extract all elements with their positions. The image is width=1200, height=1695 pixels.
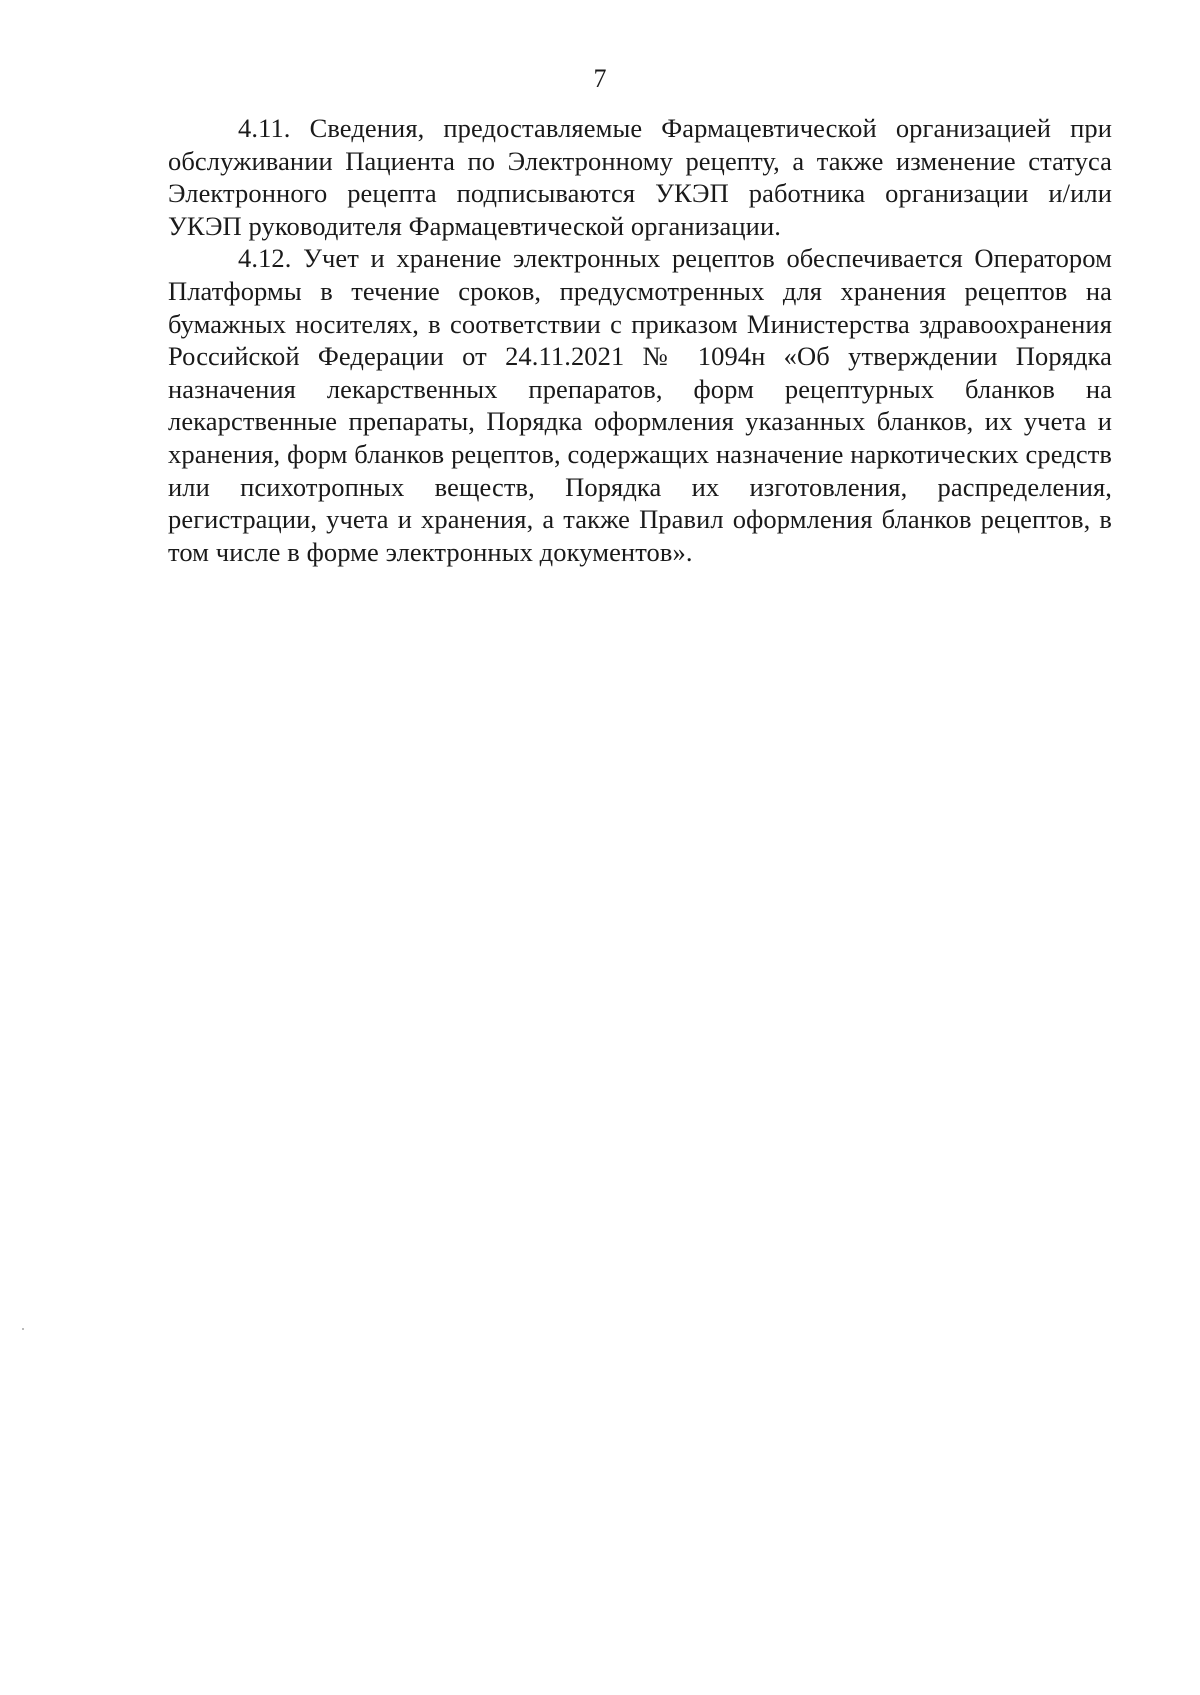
paragraph-4-11	[168, 112, 1112, 242]
scan-artifact	[22, 1328, 24, 1330]
paragraph-number: 4.12.	[238, 243, 292, 274]
paragraph-4-12	[168, 242, 1112, 568]
paragraph-number: 4.11.	[238, 113, 291, 143]
paragraph-text: Сведения, предоставляемые Фармацевтической организацией при обслуживании Пациента по Электронному рецепту, а также изменение статуса Электронного рецепта подписываются УКЭП работника организации и/или УКЭП руководителя Фармацевтической организации.	[168, 113, 1112, 241]
document-body	[168, 112, 1112, 568]
page-number: 7	[593, 64, 607, 93]
paragraph-text: Учет и хранение электронных рецептов обеспечивается Оператором Платформы в течение сроков, предусмотренных для хранения рецептов на бумажных носителях, в соответствии с приказом Министерства здравоохранения Российской Федерации от 24.11.2021 № 1094н «Об утверждении Порядка назначения лекарственных препаратов, форм рецептурных бланков на лекарственные препараты, Порядка оформления указанных бланков, их учета и хранения, форм бланков рецептов, содержащих назначение наркотических средств или психотропных веществ, Порядка их изготовления, распределения, регистрации, учета и хранения, а также Правил оформления бланков рецептов, в том числе в форме электронных документов».	[168, 243, 1112, 567]
